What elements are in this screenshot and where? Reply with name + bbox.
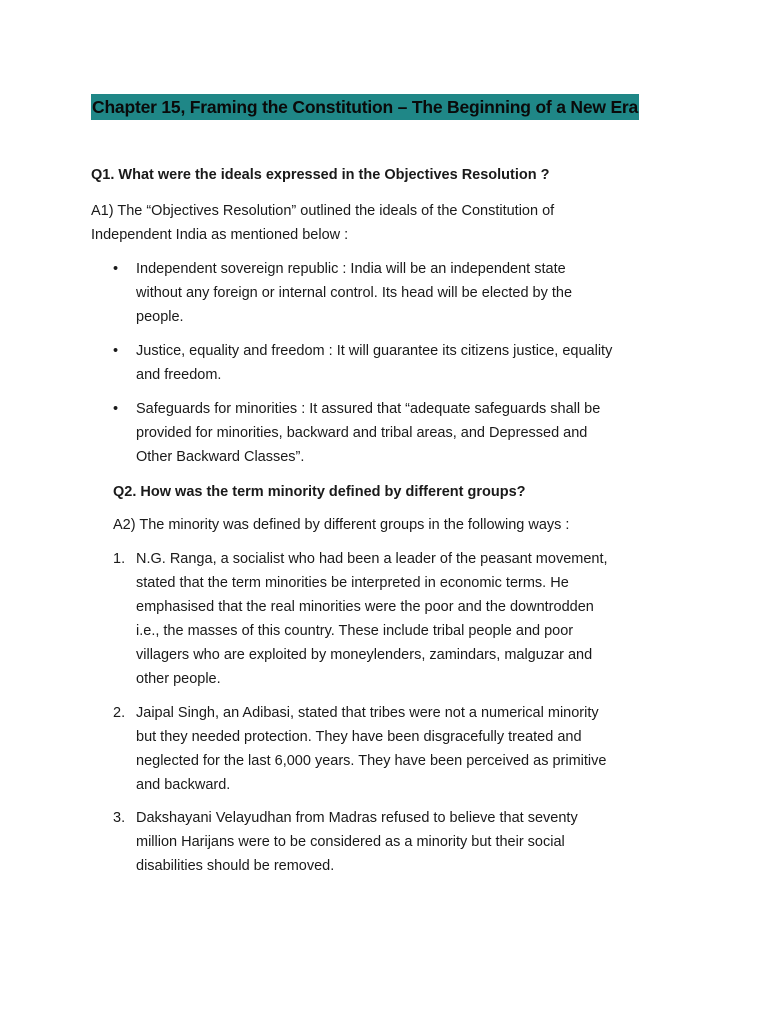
- item-line: Dakshayani Velayudhan from Madras refused to believe that seventy: [136, 810, 578, 826]
- item-line: other people.: [136, 671, 221, 687]
- answer-1-line: Independent India as mentioned below :: [91, 227, 349, 243]
- item-line: villagers who are exploited by moneylenders, zamindars, malguzar and: [136, 647, 593, 663]
- item-line: N.G. Ranga, a socialist who had been a leader of the peasant movement,: [136, 551, 608, 567]
- answer-2-intro: A2) The minority was defined by different groups in the following ways :: [113, 517, 570, 533]
- item-number: 1.: [113, 551, 126, 567]
- item-line: but they needed protection. They have been disgracefully treated and: [136, 729, 582, 745]
- item-number: 2.: [113, 705, 126, 721]
- item-text: [136, 806, 578, 878]
- bullet-line: people.: [136, 309, 184, 325]
- bullet-dot-icon: •: [113, 343, 119, 359]
- bullet-dot-icon: •: [113, 401, 119, 417]
- item-number: 3.: [113, 810, 126, 826]
- bullet-line: Independent sovereign republic : India will be an independent state: [136, 261, 566, 277]
- item-line: stated that the term minorities be interpreted in economic terms. He: [136, 575, 569, 591]
- item-text: [136, 547, 608, 691]
- bullet-line: provided for minorities, backward and tribal areas, and Depressed and: [136, 425, 588, 441]
- bullet-dot-icon: •: [113, 261, 119, 277]
- item-text: [136, 701, 606, 797]
- bullet-text: [136, 257, 572, 329]
- bullet-line: without any foreign or internal control. Its head will be elected by the: [136, 285, 573, 301]
- bullet-line: Safeguards for minorities : It assured that “adequate safeguards shall be: [136, 401, 601, 417]
- bullet-line: and freedom.: [136, 367, 222, 383]
- item-line: Jaipal Singh, an Adibasi, stated that tribes were not a numerical minority: [136, 705, 599, 721]
- item-line: and backward.: [136, 777, 231, 793]
- question-2: Q2. How was the term minority defined by different groups?: [113, 484, 526, 500]
- bullet-line: Justice, equality and freedom : It will guarantee its citizens justice, equality: [136, 343, 613, 359]
- bullet-text: [136, 397, 600, 469]
- item-line: emphasised that the real minorities were the poor and the downtrodden: [136, 599, 594, 615]
- item-line: disabilities should be removed.: [136, 858, 335, 874]
- chapter-title: Chapter 15, Framing the Constitution – The Beginning of a New Era: [91, 94, 639, 120]
- bullet-text: [136, 339, 612, 387]
- question-1: Q1. What were the ideals expressed in the Objectives Resolution ?: [91, 167, 550, 183]
- answer-1-intro: [91, 199, 554, 247]
- item-line: million Harijans were to be considered as a minority but their social: [136, 834, 565, 850]
- answer-1-line: A1) The “Objectives Resolution” outlined the ideals of the Constitution of: [91, 203, 555, 219]
- item-line: i.e., the masses of this country. These include tribal people and poor: [136, 623, 574, 639]
- item-line: neglected for the last 6,000 years. They have been perceived as primitive: [136, 753, 607, 769]
- bullet-line: Other Backward Classes”.: [136, 449, 305, 465]
